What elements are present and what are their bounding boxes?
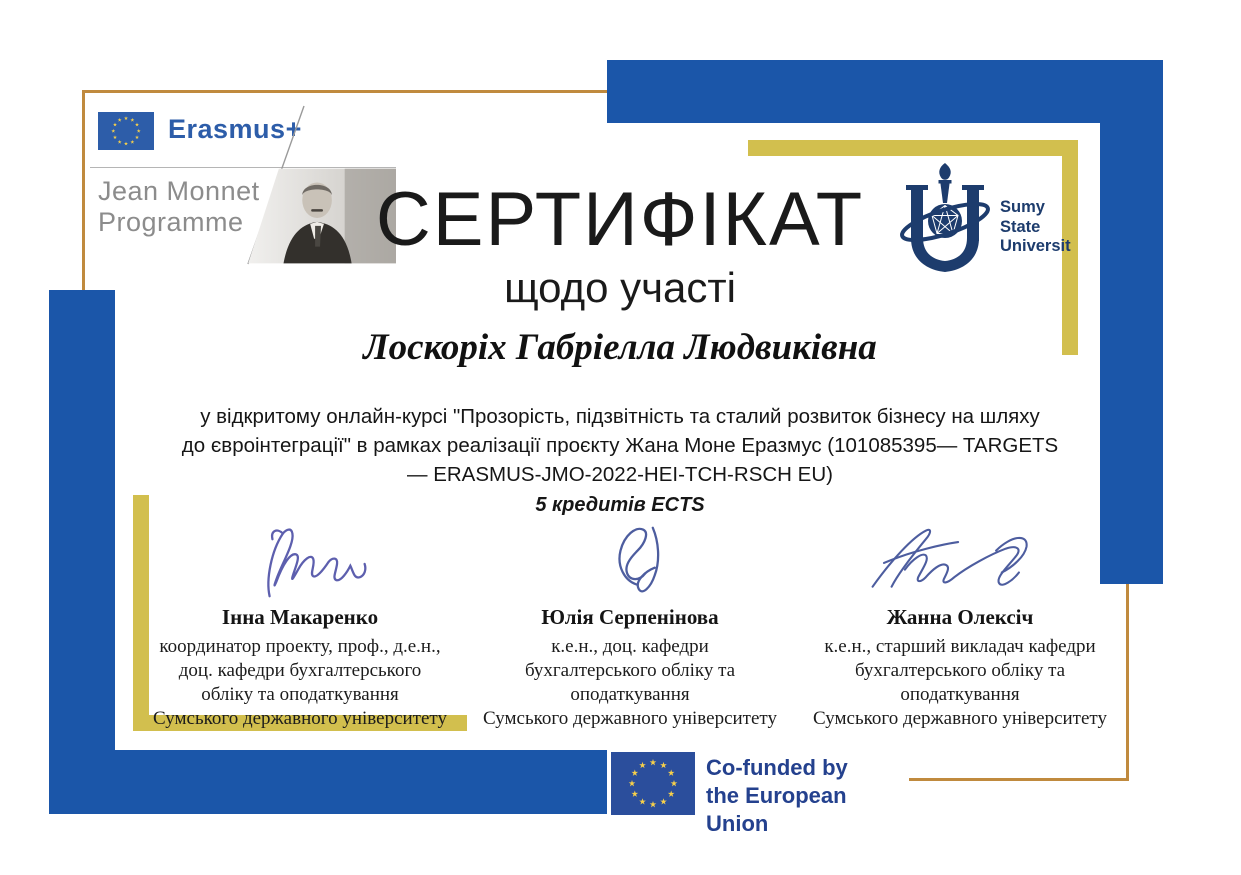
signatory-2-role-line-2: бухгалтерського обліку та bbox=[524, 660, 736, 681]
signatory-3-role-line-1: к.е.н., старший викладач кафедри bbox=[824, 636, 1096, 657]
signatory-3-role-line-2: бухгалтерського обліку та bbox=[854, 660, 1066, 681]
jean-monnet-line1: Jean Monnet bbox=[98, 176, 260, 206]
eu-flag-icon bbox=[98, 112, 154, 150]
cofunded-label bbox=[706, 754, 909, 838]
signatory-block-1 bbox=[130, 524, 470, 731]
signature-ink-1 bbox=[190, 524, 410, 600]
recipient-name: Лоскоріх Габріелла Людвиківна bbox=[363, 327, 877, 368]
signatory-block-3 bbox=[790, 524, 1130, 731]
ssu-text-line2: State bbox=[1000, 217, 1041, 236]
signatory-2-role-line-3: оподаткування bbox=[570, 684, 690, 705]
signatory-name-2: Юлія Серпенінова bbox=[541, 605, 719, 629]
signatory-3-role-line-3: оподаткування bbox=[900, 684, 1020, 705]
signature-ink-3 bbox=[840, 524, 1080, 600]
body-line-1: у відкритому онлайн-курсі "Прозорість, підзвітність та сталий розвиток бізнесу на шляху bbox=[200, 405, 1040, 428]
signature-ink-2 bbox=[520, 524, 740, 600]
certificate-body bbox=[95, 402, 1145, 489]
signatory-3-role-line-4: Сумського державного університету bbox=[813, 708, 1107, 729]
body-line-3: — ERASMUS-JMO-2022-HEI-TCH-RSCH EU) bbox=[407, 463, 833, 486]
erasmus-program-name: Erasmus+ bbox=[168, 114, 302, 144]
eu-flag-large-icon bbox=[611, 752, 695, 815]
signatory-name-3: Жанна Олексіч bbox=[886, 605, 1034, 629]
body-line-2: до євроінтеграції" в рамках реалізації проєкту Жана Моне Еразмус (101085395— TARGETS bbox=[181, 434, 1059, 457]
signatory-block-2 bbox=[460, 524, 800, 731]
signatory-1-role-line-1: координатор проекту, проф., д.е.н., bbox=[159, 636, 441, 657]
blue-bar-top bbox=[607, 60, 1163, 123]
signatory-roles-3 bbox=[790, 635, 1130, 731]
ssu-text-line3: Universit bbox=[1000, 237, 1071, 255]
cofunded-line1: Co-funded by bbox=[706, 755, 848, 780]
ssu-logo bbox=[893, 158, 1078, 286]
signatory-1-role-line-4: Сумського державного університету bbox=[153, 708, 447, 729]
ssu-emblem-icon bbox=[895, 158, 995, 282]
signatory-2-role-line-4: Сумського державного університету bbox=[483, 708, 777, 729]
certificate-title: СЕРТИФІКАТ bbox=[375, 177, 865, 262]
signatory-1-role-line-2: доц. кафедри бухгалтерського bbox=[178, 660, 422, 681]
jean-monnet-line2: Programme bbox=[98, 207, 244, 237]
ssu-logo-text bbox=[1000, 198, 1071, 257]
signatory-1-role-line-3: обліку та оподаткування bbox=[201, 684, 399, 705]
gold-bracket-top-right-horizontal bbox=[748, 140, 1078, 156]
ssu-text-line1: Sumy bbox=[1000, 198, 1045, 216]
certificate-subtitle: щодо участі bbox=[504, 264, 736, 311]
cofunded-line2: the European Union bbox=[706, 783, 847, 836]
credits-line: 5 кредитів ECTS bbox=[535, 494, 705, 516]
signatory-roles-1 bbox=[130, 635, 470, 731]
signatory-roles-2 bbox=[460, 635, 800, 731]
signatory-2-role-line-1: к.е.н., доц. кафедри bbox=[551, 636, 709, 657]
eu-cofunded-logo bbox=[607, 745, 909, 837]
blue-bar-bottom bbox=[49, 750, 607, 814]
signatory-name-1: Інна Макаренко bbox=[221, 605, 379, 629]
